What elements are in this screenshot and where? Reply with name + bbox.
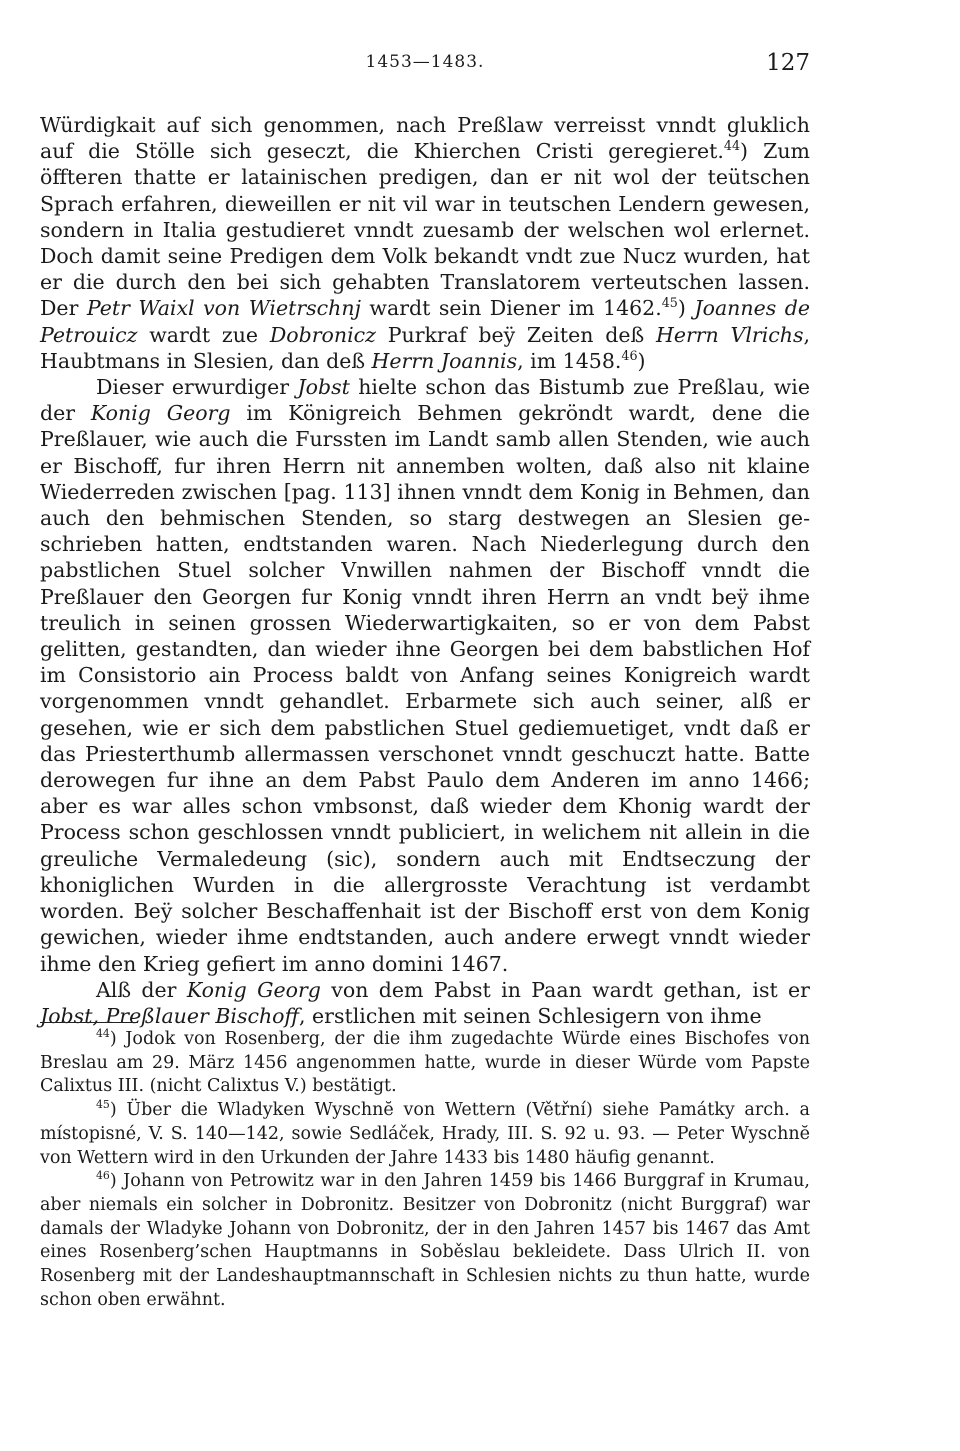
person-name: Petr Waixl von Wietrschnj: [86, 296, 361, 321]
text-run: hielte schon das Bistumb zue Preßlau, wie der: [40, 375, 810, 426]
footnote-text: ) Johann von Petrowitz war in den Jahren 1459 bis 1466 Burggraf in Krumau, aber niemals ein solcher in Dobronitz. Besitzer von Dobronitz (nicht Burggraf) war damals der Wladyke Johann von Dobronitz, der in den Jahren 1457 bis 1467 das Amt eines Rosenberg’schen Hauptmanns in Soběslau bekleidete. Dass Ulrich II. von Rosenberg mit der Landeshauptmannschaft in Schlesien nichts zu thun hatte, wurde schon oben erwähnt.: [40, 1171, 810, 1310]
text-run: Dieser erwurdiger: [96, 375, 298, 400]
main-text: [40, 112, 810, 1029]
paragraph-3: [40, 977, 810, 1029]
text-run: wardt zue: [137, 322, 270, 347]
text-run: , Haubtmans in Slesien, dan deß: [40, 322, 810, 373]
text-run: im Königreich Behmen gekröndt wardt, dene die Preßlauer, wie auch die Furssten im Landt samb allen Stenden, wie auch er Bischoff, fur ihren Herrn nit annemben wolten, daß also nit klaine Wiederreden zwischen [pag. 113] ihnen vnndt dem Konig in Behmen, dan auch den behmischen Stenden, so starg destwegen an Slesien geschrieben hatten, endtstanden waren. Nach Niederlegung durch den pabstlichen Stuel solcher Vnwillen nahmen der Bischoff vnndt die Preßlauer den Georgen fur Konig vnndt ihren Herrn an vndt beÿ ihme treulich in seinen grossen Wiederwartigkaiten, so er von dem Pabst gelitten, gestandten, dan wieder ihne Georgen bei dem babstlichen Hof im Consistorio ain Process baldt von Anfang seines Konigreich wardt vorgenommen vnndt gehandlet. Erbarmete sich auch seiner, alß er gesehen, wie er sich dem pabstlichen Stuel gediemuetiget, vndt daß er das Priesterthumb allermassen verschonet vnndt geschuczt hatte. Batte derowegen fur ihne an dem Pabst Paulo dem Anderen im anno 1466; aber es war alles schon vmbsonst, daß wieder dem Khonig wardt der Process schon geschlossen vnndt publiciert, in welichem nit allein in die greuliche Vermaledeung (sic), sondern auch mit Endtseczung der khoniglichen Wurden in die allergrosste Verachtung ist verdambt worden. Beÿ solcher Beschaffenhait ist der Bischoff erst von dem Konig gewichen, wieder ihme endtstanden, auch andere erwegt vnndt wieder ihme den Krieg gefiert im anno domini 1467.: [40, 401, 810, 976]
text-run: ) Zum öffteren thatte er latainischen predigen, dan er nit wol der teütschen Sprach erfahren, dieweillen er nit vil war in teutschen Lendern gewesen, sondern in Italia gestudieret vnndt zuesamb der welschen wol erlernet. Doch damit seine Predigen dem Volk bekandt vndt zue Nucz wurden, hat er die durch den bei sich gehabten Translatorem verteutschen lassen. Der: [40, 139, 810, 321]
footnote-mark: 44: [96, 1027, 110, 1041]
page-number: 127: [766, 50, 810, 76]
footnote-text: ) Jodok von Rosenberg, der die ihm zugedachte Würde eines Bischofes von Breslau am 29. März 1456 angenommen hatte, wurde in dieser Würde vom Papste Calixtus III. (nicht Calixtus V.) bestätigt.: [40, 1029, 810, 1097]
place-name: Dobronicz: [269, 322, 376, 347]
person-name: Konig Georg: [186, 977, 321, 1002]
text-run: Alß der: [96, 977, 187, 1002]
paragraph-2: [40, 374, 810, 977]
footnote-mark: 46: [96, 1169, 110, 1183]
footnote-text: ) Über die Wladyken Wyschnĕ von Wettern (Větřní) siehe Památky arch. a místopisné, V. S. 140—142, sowie Sedláček, Hrady, III. S. 92 u. 93. — Peter Wyschnĕ von Wettern wird in den Urkunden der Jahre 1433 bis 1480 häufig genannt.: [40, 1100, 810, 1168]
footnote-ref-44: 44: [723, 138, 741, 154]
footnote-45: [40, 1099, 810, 1170]
running-head: 1453—1483.: [365, 52, 485, 72]
person-name: Joannes de Petrouicz: [40, 296, 810, 347]
person-name: Herrn Joannis: [371, 348, 518, 373]
person-name: Jobst: [297, 375, 350, 400]
footnote-ref-45: 45: [661, 295, 678, 311]
page-header: [40, 50, 810, 80]
footnote-46: [40, 1170, 810, 1312]
text-run: von dem Pabst in Paan wardt gethan, ist er: [320, 977, 810, 1002]
footnote-44: [40, 1028, 810, 1099]
footnote-divider: [40, 1022, 138, 1023]
person-name: Konig Georg: [90, 401, 231, 426]
person-name: Jobst, Preßlauer Bischoff: [40, 1003, 300, 1028]
footnote-ref-46: 46: [621, 348, 638, 363]
text-run: , erstlichen mit seinen Schlesigern von ihme: [299, 1003, 762, 1028]
paragraph-1: [40, 112, 810, 374]
text-run: wardt sein Diener im 1462.: [360, 296, 662, 321]
text-run: ): [677, 296, 695, 321]
footnotes: [40, 1028, 810, 1312]
footnote-mark: 45: [96, 1098, 110, 1112]
text-run: Würdigkait auf sich genommen, nach Preßlaw verreisst vnndt gluklich auf die Stölle sich geseczt, die Khierchen Cristi geregieret.: [40, 113, 810, 164]
text-run: , im 1458.: [517, 348, 622, 373]
text-run: ): [637, 348, 646, 373]
person-name: Herrn Vlrichs: [655, 322, 804, 347]
text-run: Purkraf beÿ Zeiten deß: [375, 322, 656, 347]
